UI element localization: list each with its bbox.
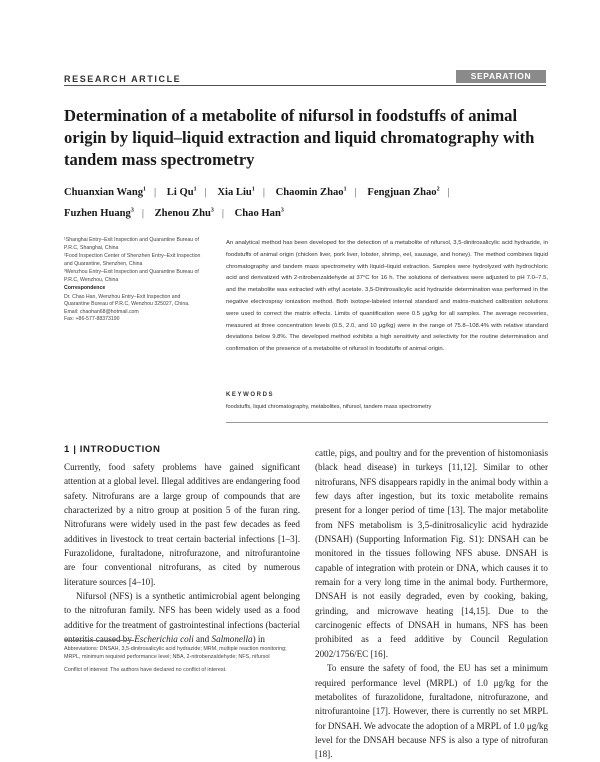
intro-heading: 1 | INTRODUCTION: [64, 444, 161, 455]
correspondence-text: Dr. Chao Han, Wenzhou Entry–Exit Inspection and Quarantine Bureau of P.R.C, Wenzhou 325027, China.: [64, 293, 190, 307]
intro-paragraph-2: Nifursol (NFS) is a synthetic antimicrobial agent belonging to the nitrofuran family. NFS has been widely used as a food additive for the treatment of gastrointestinal infections (bacterial enteritis caused by Escherichia coli and Salmonella) in: [64, 591, 300, 645]
intro-paragraph-1: Currently, food safety problems have gained significant attention at a global level. Illegal additives are endangering food safety. Nitrofurans are a large group of compounds that are characterized by a nitro group at position 5 of the furan ring. Nitrofurans were widely used in the past few decades as feed additives in livestock to treat certain bacterial infections [1–3]. Furazolidone, furaltadone, nitrofurazone, and nitrofurantoine are four conventional nitrofurans, as cited by numerous literature sources [4–10].: [64, 462, 300, 587]
author: Chao Han$^3$: [234, 207, 284, 220]
correspondence-label: Correspondence: [64, 285, 106, 291]
affiliation-1: ¹Shanghai Entry–Exit Inspection and Quarantine Bureau of P.R.C, Shanghai, China: [64, 237, 199, 251]
author: Zhenou Zhu$^3$: [154, 207, 214, 220]
correspondence-fax: Fax: +86-577-88373190: [64, 316, 120, 322]
article-title: Determination of a metabolite of nifursol in foodstuffs of animal origin by liquid–liquid extraction and liquid chromatography with tandem mass spectrometry: [64, 106, 535, 169]
correspondence-email: Email: chaohan68@hotmail.com: [64, 308, 139, 315]
keywords-list: foodstuffs, liquid chromatography, metabolites, nifursol, tandem mass spectrometry: [226, 404, 432, 410]
body-column-right: [315, 446, 548, 762]
keywords-rule: [226, 422, 548, 423]
affiliations: [64, 237, 206, 324]
header-rule: [64, 85, 546, 86]
footnote-rule: [64, 640, 134, 641]
journal-badge: SEPARATION SCIENCE: [456, 70, 546, 83]
section-label: RESEARCH ARTICLE: [64, 74, 182, 84]
keywords-heading: KEYWORDS: [226, 392, 275, 398]
author: Chaomin Zhao$^1$: [275, 186, 347, 198]
affiliation-3: ³Wenzhou Entry–Exit Inspection and Quarantine Bureau of P.R.C, Wenzhou, China: [64, 269, 199, 283]
author: Xia Liu$^1$: [217, 186, 255, 198]
author-list: Chuanxian Wang$^1$ | Li Qu$^1$ | Xia Liu$^1$ | Chaomin Zhao$^1$ | Fengjuan Zhao$^2$ | Fuzhen Huang$^3$ | Zhenou Zhu$^3$ | Chao Han$^3$: [64, 186, 450, 220]
abbreviations-footnote: Abbreviations: DNSAH, 3,5-dinitrosalicylic acid hydrazide; MRM, multiple reaction monitoring; MRPL, minimum required performance level; NBA, 2-nitrobenzaldehyde; NFS, nifursol: [64, 646, 287, 661]
body-column-left: [64, 460, 300, 646]
author: Fengjuan Zhao$^2$: [367, 186, 440, 198]
intro-paragraph-3: cattle, pigs, and poultry and for the prevention of histomoniasis (black head disease) in turkeys [11,12]. Similar to other nitrofurans, NFS disappears rapidly in the animal body within a few days after ingestion, but its toxic metabolite remains present for a longer period of time [13]. The major metabolite from NFS metabolism is 3,5-dinitrosalicylic acid hydrazide (DNSAH) (Supporting Information Fig. S1): DNSAH can be monitored in the tissues following NFS abuse. DNSAH is capable of integration with protein or DNA, which causes it to remain for a very long time in the animal body. Furthermore, DNSAH is not easily degraded, even by cooking, baking, grinding, and microwave heating [14,15]. Due to the carcinogenic effects of DNSAH in humans, NFS has been prohibited as a feed additive by Council Regulation 2002/1756/EC [16].: [315, 448, 548, 659]
conflict-footnote: Conflict of interest: The authors have declared no conflict of interest.: [64, 666, 227, 673]
author: Fuzhen Huang$^3$: [64, 207, 134, 220]
footnotes: [64, 645, 300, 678]
author: Chuanxian Wang$^1$: [64, 186, 147, 198]
intro-paragraph-4: To ensure the safety of food, the EU has set a minimum required performance level (MRPL) of 1.0 μg/kg for the metabolites of furazolidone, furaltadone, nitrofurazone, and nitrofurantoine [17]. However, there is currently no set MRPL for DNSAH. We advocate the adoption of a MRPL of 1.0 μg/kg level for the DNSAH because NFS is also a type of nitrofuran [18].: [315, 663, 549, 760]
abstract: An analytical method has been developed for the detection of a metabolite of nifursol, 3,5-dinitrosalicylic acid hydrazide, in foodstuffs of animal origin (chicken liver, pork liver, lobster, shrimp, eel, sausage, and honey). The method combines liquid chromatography and tandem mass spectrometry with liquid–liquid extraction. Samples were hydrolyzed with hydrochloric acid and derivatized with 2-nitrobenzaldehyde at 37°C for 16 h. The solutions of derivatives were adjusted to pH 7.0–7.5, and the metabolite was extracted with ethyl acetate. 3,5-Dinitrosalicylic acid hydrazide determination was performed in the negative electrospray ionization method. Both isotope-labeled internal standard and matrix-matched calibration solutions were used to correct the matrix effects. Limits of quantification were 0.5 μg/kg for all samples. The average recoveries, measured at three concentration levels (0.5, 2.0, and 10 μg/kg) were in the range of 75.8–108.4% with relative standard deviations below 9.8%. The developed method exhibits a high sensitivity and selectivity for the routine determination and confirmation of the presence of a metabolite of nifursol in foodstuffs of animal origin.: [226, 240, 548, 353]
author: Li Qu$^1$: [166, 186, 197, 198]
affiliation-2: ²Food Inspection Center of Shenzhen Entry–Exit Inspection and Quarantine, Shenzhen, China: [64, 253, 201, 267]
